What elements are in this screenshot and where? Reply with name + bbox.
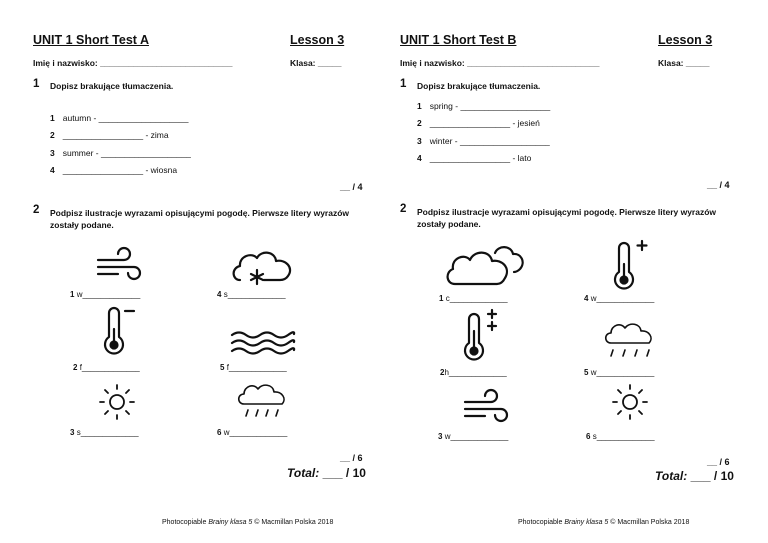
sheet-a-ex2-number: 2	[33, 204, 40, 216]
sheet-b-answer-line: 1 c_____________	[439, 294, 508, 303]
thermometer-warm-icon	[612, 240, 648, 290]
thermometer-hot-icon	[462, 309, 504, 361]
cloud-rain-icon	[236, 382, 288, 420]
sheet-b-answer-line: 6 s_____________	[586, 432, 655, 441]
sheet-b-answer-line: 4 w_____________	[584, 294, 655, 303]
sheet-b-class-field: Klasa: _____	[658, 58, 710, 68]
sheet-a-ex1-instruction: Dopisz brakujące tłumaczenia.	[50, 81, 174, 91]
sun-icon	[96, 383, 138, 421]
sheet-a-answer-line: 4 s_____________	[217, 290, 286, 299]
sheet-a-lesson: Lesson 3	[290, 33, 345, 47]
sheet-a-name-field: Imię i nazwisko: ____________________________	[33, 58, 233, 68]
sheet-b-title: UNIT 1 Short Test B	[400, 33, 517, 47]
sheet-b-ex2-score: __ / 6	[707, 457, 730, 467]
sheet-a-total: Total: ___ / 10	[287, 466, 366, 480]
fog-icon	[230, 330, 296, 356]
sheet-a-title: UNIT 1 Short Test A	[33, 33, 149, 47]
sheet-a-answer-line: 2 f_____________	[73, 363, 140, 372]
cloudy-icon	[445, 240, 527, 288]
sheet-a-answer-line: 5 f_____________	[220, 363, 287, 372]
cloud-rain-icon	[603, 321, 655, 361]
sheet-b-name-field: Imię i nazwisko: ____________________________	[400, 58, 600, 68]
sheet-b-answer-line: 2h_____________	[440, 368, 507, 377]
sheet-b-ex1-item: 1 spring - ___________________	[417, 101, 551, 111]
sheet-b-ex1-item: 4 _________________ - lato	[417, 153, 532, 163]
sheet-a-ex1-item: 1 autumn - ___________________	[50, 113, 189, 123]
sheet-b-ex2-instruction: Podpisz ilustracje wyrazami opisującymi pogodę. Pierwsze litery wyrazów zostały podane.	[417, 207, 717, 229]
sheet-a-answer-line: 1 w_____________	[70, 290, 141, 299]
wind-icon	[463, 394, 513, 422]
sheet-b-ex1-item: 3 winter - ___________________	[417, 136, 550, 146]
sheet-a-ex1-item: 4 _________________ - wiosna	[50, 165, 178, 175]
sheet-a-answer-line: 3 s_____________	[70, 428, 139, 437]
sheet-a-ex1-item: 2 _________________ - zima	[50, 130, 169, 140]
sheet-a-ex2-instruction: Podpisz ilustracje wyrazami opisującymi pogodę. Pierwsze litery wyrazów zostały podane.	[50, 208, 350, 230]
sheet-b-total: Total: ___ / 10	[655, 469, 734, 483]
thermometer-cold-icon	[102, 307, 136, 355]
sheet-b-answer-line: 3 w_____________	[438, 432, 509, 441]
sheet-a-ex1-number: 1	[33, 78, 40, 90]
sheet-a-ex2-score: __ / 6	[340, 453, 363, 463]
cloud-snow-icon	[230, 248, 296, 284]
wind-icon	[96, 252, 146, 280]
sheet-b-ex1-instruction: Dopisz brakujące tłumaczenia.	[417, 81, 541, 91]
sheet-b-lesson: Lesson 3	[658, 33, 713, 47]
sheet-a-class-field: Klasa: _____	[290, 58, 342, 68]
sheet-a-footer: Photocopiable Brainy klasa 5 © Macmillan Polska 2018	[162, 519, 334, 526]
sheet-b-footer: Photocopiable Brainy klasa 5 © Macmillan Polska 2018	[518, 519, 690, 526]
sheet-b-ex1-score: __ / 4	[707, 180, 730, 190]
sheet-a-answer-line: 6 w_____________	[217, 428, 288, 437]
sheet-b-ex1-item: 2 _________________ - jesień	[417, 118, 540, 128]
sheet-a-ex1-score: __ / 4	[340, 182, 363, 192]
sheet-b-answer-line: 5 w_____________	[584, 368, 655, 377]
sun-icon	[609, 383, 651, 421]
sheet-b-ex1-number: 1	[400, 78, 407, 90]
sheet-b-ex2-number: 2	[400, 203, 407, 215]
sheet-a-ex1-item: 3 summer - ___________________	[50, 148, 191, 158]
